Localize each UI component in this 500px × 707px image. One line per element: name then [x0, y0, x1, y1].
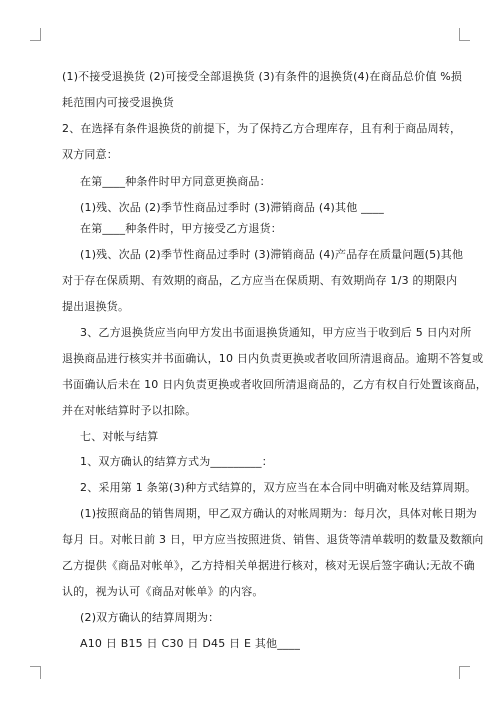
crop-mark-top-right — [459, 28, 470, 41]
paragraph-line: 乙方提供《商品对帐单》，乙方持相关单据进行核对，核对无误后签字确认;无故不确 — [62, 559, 475, 572]
crop-mark-bottom-right — [459, 666, 470, 679]
paragraph-line: 提出退换货。 — [62, 300, 130, 313]
paragraph-line: (1)按照商品的销售周期，甲乙双方确认的对帐周期为：每月次，具体对帐日期为 — [80, 507, 477, 520]
crop-mark-bottom-left — [30, 666, 41, 679]
section-heading: 七、对帐与结算 — [80, 430, 159, 443]
paragraph-line: 2、采用第 1 条第(3)种方式结算的，双方应当在本合同中明确对帐及结算周期。 — [80, 481, 477, 494]
paragraph-line: 退换商品进行核实并书面确认，10 日内负责更换或者收回所清退商品。逾期不答复或 — [62, 352, 484, 365]
paragraph-line: (1)残、次品 (2)季节性商品过季时 (3)滞销商品 (4)产品存在质量问题(5)其他 — [80, 248, 464, 261]
paragraph-line: 1、双方确认的结算方式为_________： — [80, 455, 273, 468]
paragraph-line: 耗范围内可接受退换货 — [62, 96, 174, 109]
paragraph-line: (1)不接受退换货 (2)可接受全部退换货 (3)有条件的退换货(4)在商品总价值 %损 — [62, 70, 463, 83]
paragraph-line: 书面确认后未在 10 日内负责更换或者收回所清退商品的，乙方有权自行处置该商品， — [62, 378, 487, 391]
paragraph-line: 3、乙方退换货应当向甲方发出书面退换货通知，甲方应当于收到后 5 日内对所 — [80, 326, 472, 339]
paragraph-line: 双方同意： — [62, 148, 118, 161]
paragraph-line: 在第____种条件时，甲方接受乙方退货： — [80, 222, 282, 235]
paragraph-line: 对于存在保质期、有效期的商品，乙方应当在保质期、有效期尚存 1/3 的期限内 — [62, 274, 458, 287]
paragraph-line: A10 日 B15 日 C30 日 D45 日 E 其他____ — [80, 637, 301, 650]
paragraph-line: 并在对帐结算时予以扣除。 — [62, 404, 197, 417]
crop-mark-top-left — [30, 28, 41, 41]
paragraph-line: 在第____种条件时甲方同意更换商品： — [80, 175, 271, 188]
paragraph-line: 认的，视为认可《商品对帐单》的内容。 — [62, 585, 264, 598]
paragraph-line: 2、在选择有条件退换货的前提下，为了保持乙方合理库存，且有利于商品周转， — [62, 122, 462, 135]
paragraph-line: 每月 日。对帐日前 3 日，甲方应当按照进货、销售、退货等清单载明的数量及数额向 — [62, 533, 484, 546]
paragraph-line: (2)双方确认的结算周期为： — [80, 611, 220, 624]
paragraph-line: (1)残、次品 (2)季节性商品过季时 (3)滞销商品 (4)其他 ____ — [80, 201, 384, 214]
